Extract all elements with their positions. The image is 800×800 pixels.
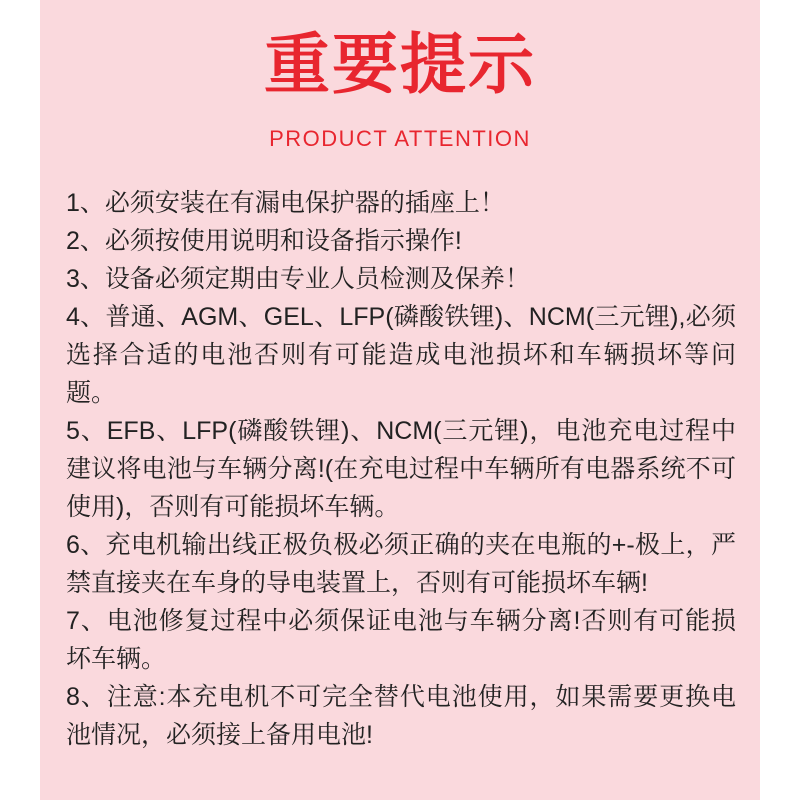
notice-item-1: 1、必须安装在有漏电保护器的插座上！ <box>66 189 505 217</box>
notice-panel <box>40 0 760 800</box>
notice-item-2: 2、必须按使用说明和设备指示操作! <box>66 227 462 255</box>
notice-item-5: 5、EFB、LFP(磷酸铁锂)、NCM(三元锂)，电池充电过程中建议将电池与车辆分离!(在充电过程中车辆所有电器系统不可使用)，否则有可能损坏车辆。 <box>66 417 736 521</box>
notice-item-8: 8、注意:本充电机不可完全替代电池使用，如果需要更换电池情况，必须接上备用电池! <box>66 683 736 749</box>
notice-item-3: 3、设备必须定期由专业人员检测及保养！ <box>66 265 530 293</box>
notice-item-7: 7、电池修复过程中必须保证电池与车辆分离!否则有可能损坏车辆。 <box>66 607 736 673</box>
notice-item-4: 4、普通、AGM、GEL、LFP(磷酸铁锂)、NCM(三元锂),必须选择合适的电池否则有可能造成电池损坏和车辆损坏等问题。 <box>66 303 736 407</box>
notice-item-6: 6、充电机输出线正极负极必须正确的夹在电瓶的+-极上，严禁直接夹在车身的导电装置上，否则有可能损坏车辆! <box>66 531 736 597</box>
notice-list <box>66 184 736 754</box>
page-title: 重要提示 <box>264 27 536 101</box>
page-subtitle: PRODUCT ATTENTION <box>269 126 531 151</box>
